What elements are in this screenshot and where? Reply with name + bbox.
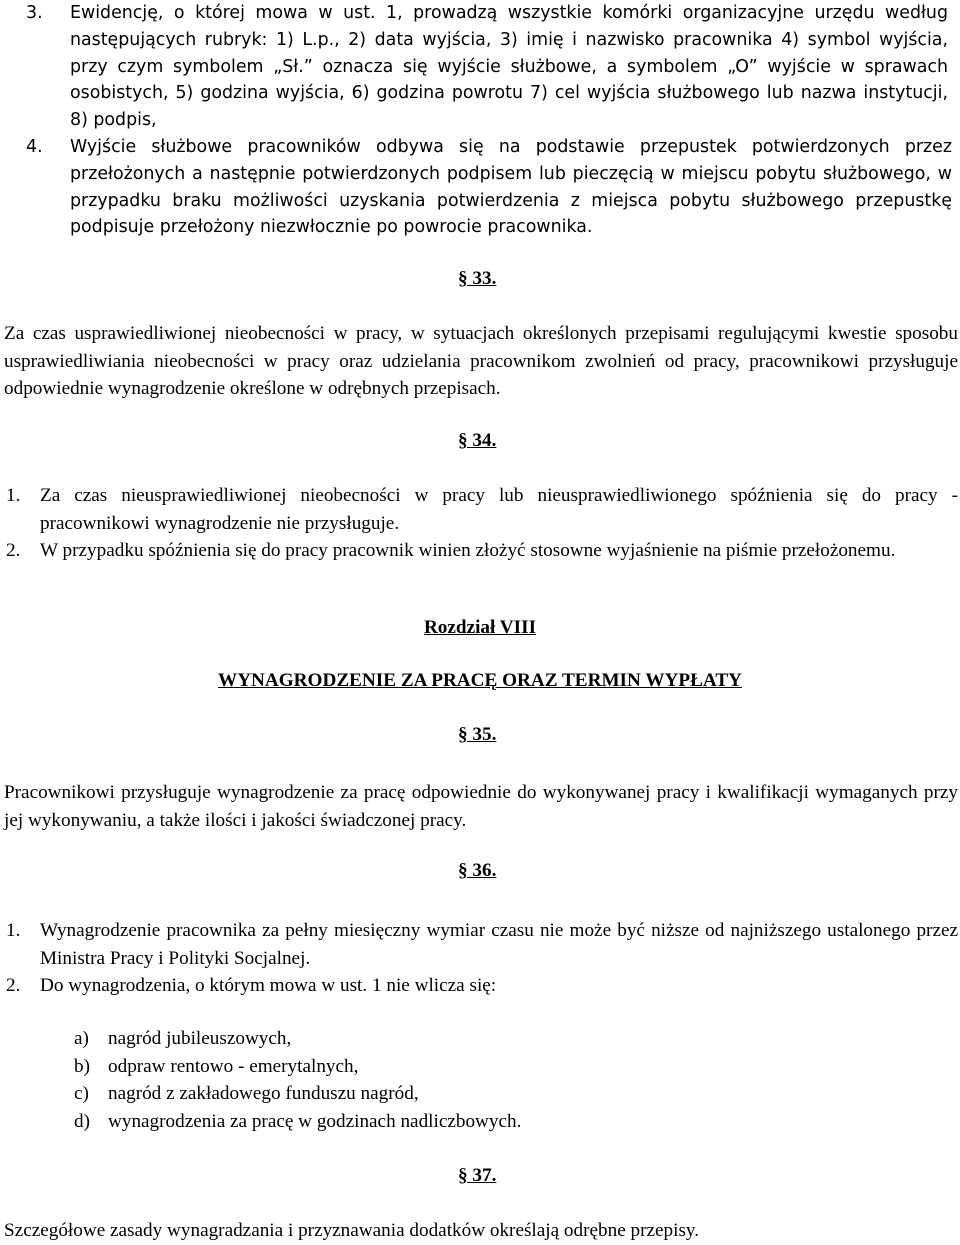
list-item-text: W przypadku spóźnienia się do pracy pracownik winien złożyć stosowne wyjaśnienie na piśmie przełożonemu. bbox=[40, 540, 896, 562]
list-item-text: Za czas nieusprawiedliwionej nieobecności w pracy lub nieusprawiedliwionego spóźnienia się do pracy - pracownikowi wynagrodzenie nie przysługuje. bbox=[40, 485, 958, 534]
sub-list-letter: a) bbox=[74, 1028, 89, 1049]
section-37-text: Szczegółowe zasady wynagradzania i przyznawania dodatków określają odrębne przepisy. bbox=[4, 1220, 700, 1241]
sub-list-text: wynagrodzenia za pracę w godzinach nadliczbowych. bbox=[108, 1110, 522, 1132]
list-item-3 bbox=[0, 0, 960, 134]
section-33-text: Za czas usprawiedliwionej nieobecności w pracy, w sytuacjach określonych przepisami regulującymi kwestie sposobu usprawiedliwiania nieobecności w pracy oraz udzielania pracownikom zwolnień od pracy, pracownikowi przysługuje odpowiednie wynagrodzenie określone w odrębnych przepisach. bbox=[4, 323, 958, 400]
list-number: 4. bbox=[26, 136, 43, 157]
sub-list-item bbox=[0, 1053, 960, 1081]
section-36-list bbox=[0, 917, 960, 1000]
list-item bbox=[0, 917, 960, 972]
list-item bbox=[0, 972, 960, 1000]
section-33-label: § 33. bbox=[458, 268, 497, 289]
chapter-subtitle: WYNAGRODZENIE ZA PRACĘ ORAZ TERMIN WYPŁATY bbox=[218, 670, 742, 691]
list-number: 2. bbox=[6, 540, 21, 562]
list-number: 3. bbox=[26, 3, 43, 23]
section-36-label: § 36. bbox=[458, 860, 497, 881]
list-item-text: Wynagrodzenie pracownika za pełny miesięczny wymiar czasu nie może być niższe od najniższego ustalonego przez Ministra Pracy i Polityki Socjalnej. bbox=[40, 920, 958, 969]
section-34-label: § 34. bbox=[458, 430, 497, 451]
sub-list-text: odpraw rentowo - emerytalnych, bbox=[108, 1055, 359, 1077]
sub-list-letter: c) bbox=[74, 1083, 89, 1105]
list-item-text: Wyjście służbowe pracowników odbywa się na podstawie przepustek potwierdzonych przez przełożonych a następnie potwierdzonych podpisem lub pieczęcią w miejscu pobytu służbowego, w przypadku braku możliwości uzyskania potwierdzenia z miejsca pobytu służbowego przepustkę podpisuje przełożony niezwłocznie po powrocie pracownika. bbox=[70, 136, 952, 238]
sub-list-letter: d) bbox=[74, 1110, 90, 1132]
list-number: 1. bbox=[6, 920, 21, 941]
list-items-top bbox=[0, 0, 960, 241]
list-item-text: Do wynagrodzenia, o którym mowa w ust. 1 nie wlicza się: bbox=[40, 975, 497, 997]
sub-list-item bbox=[0, 1108, 960, 1136]
sub-list-item bbox=[0, 1025, 960, 1053]
list-number: 2. bbox=[6, 975, 21, 997]
section-35-text: Pracownikowi przysługuje wynagrodzenie za pracę odpowiednie do wykonywanej pracy i kwalifikacji wymaganych przy jej wykonywaniu, a także ilości i jakości świadczonej pracy. bbox=[4, 782, 958, 831]
sub-list-letter: b) bbox=[74, 1055, 90, 1077]
sub-list-text: nagród jubileuszowych, bbox=[108, 1028, 292, 1049]
list-item bbox=[0, 537, 960, 565]
section-36-sublist bbox=[0, 1025, 960, 1135]
list-item bbox=[0, 482, 960, 537]
section-34-list bbox=[0, 482, 960, 565]
list-item-4 bbox=[0, 134, 960, 241]
section-37-label: § 37. bbox=[458, 1165, 497, 1186]
list-number: 1. bbox=[6, 485, 21, 506]
list-item-text: Ewidencję, o której mowa w ust. 1, prowadzą wszystkie komórki organizacyjne urzędu według następujących rubryk: 1) L.p., 2) data wyjścia, 3) imię i nazwisko pracownika 4) symbol wyjścia, przy czym symbolem „Sł.” oznacza się wyjście służbowe, a symbolem „O” wyjście w sprawach osobistych, 5) godzina wyjścia, 6) godzina powrotu 7) cel wyjścia służbowego lub nazwa instytucji, 8) podpis, bbox=[70, 3, 948, 131]
sub-list-item bbox=[0, 1080, 960, 1108]
section-35-label: § 35. bbox=[458, 724, 497, 745]
chapter-title: Rozdział VIII bbox=[423, 617, 537, 638]
sub-list-text: nagród z zakładowego funduszu nagród, bbox=[108, 1083, 419, 1105]
